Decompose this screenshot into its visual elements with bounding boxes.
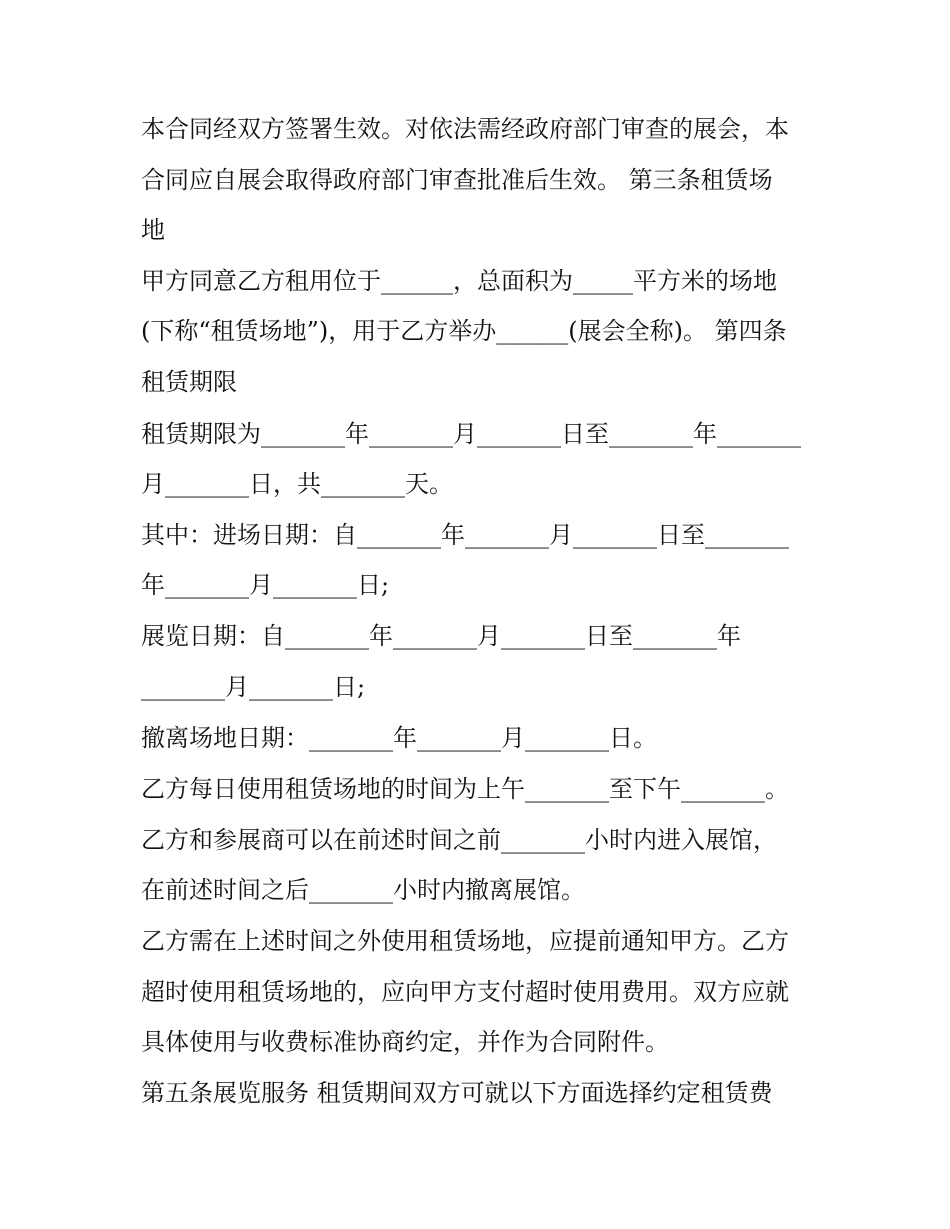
text-line: 地 [141,216,165,244]
text-line: 乙方和参展商可以在前述时间之前_______小时内进入展馆， [141,826,777,854]
text-line: 合同应自展会取得政府部门审查批准后生效。 第三条租赁场 [141,166,773,194]
text-line: 甲方同意乙方租用位于______，总面积为_____平方米的场地 [141,267,777,295]
text-line: 乙方每日使用租赁场地的时间为上午_______至下午_______。 [141,775,789,803]
text-line: 月_______日，共_______天。 [141,470,453,498]
text-line: 撤离场地日期：_______年_______月_______日。 [141,724,657,752]
text-line: 年_______月_______日; [141,571,390,599]
text-line: 展览日期：自_______年_______月_______日至_______年 [141,622,741,650]
text-line: _______月_______日; [141,673,366,701]
text-line: 第五条展览服务 租赁期间双方可就以下方面选择约定租赁费 [141,1079,773,1107]
text-line: 租赁期限 [141,368,237,396]
text-line: 租赁期限为_______年_______月_______日至_______年_______ [141,420,801,448]
text-line: 具体使用与收费标准协商约定，并作为合同附件。 [141,1028,669,1056]
text-line: 本合同经双方签署生效。对依法需经政府部门审查的展会，本 [141,115,789,143]
text-line: 其中：进场日期：自_______年_______月_______日至_______ [141,521,789,549]
text-line: 在前述时间之后_______小时内撤离展馆。 [141,876,585,904]
text-line: 乙方需在上述时间之外使用租赁场地，应提前通知甲方。乙方 [141,927,789,955]
text-line: (下称“租赁场地”)，用于乙方举办______(展会全称)。 第四条 [141,317,787,345]
text-line: 超时使用租赁场地的，应向甲方支付超时使用费用。双方应就 [141,978,789,1006]
